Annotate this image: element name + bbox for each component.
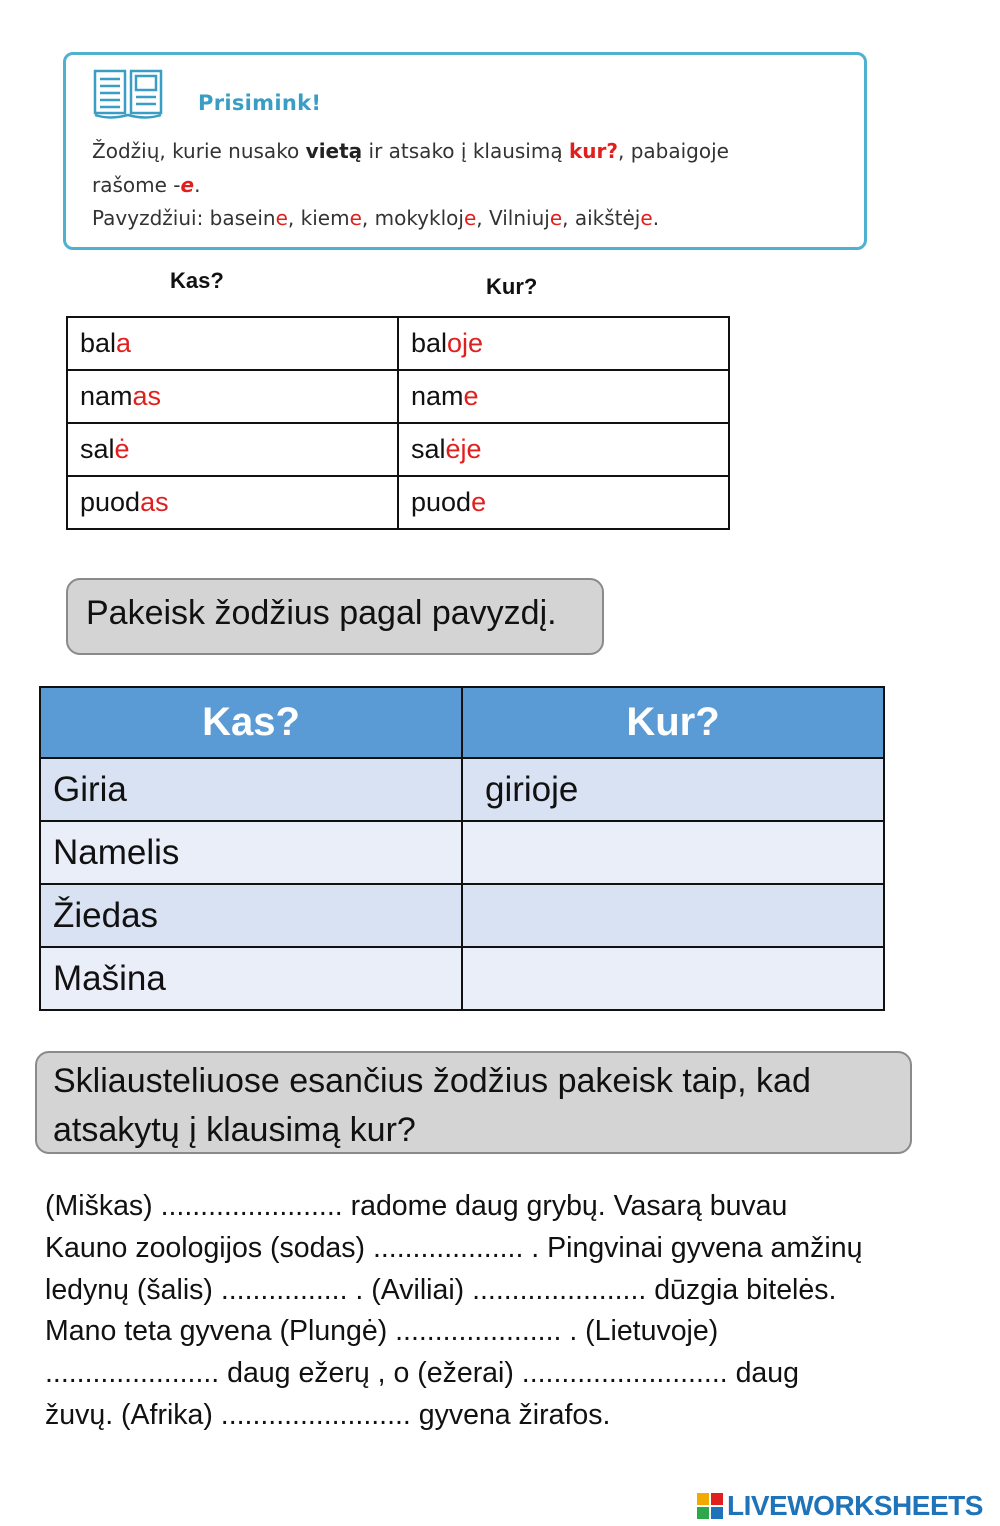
instruction-1-text: Pakeisk žodžius pagal pavyzdį. — [86, 594, 557, 632]
example-kas-cell: puodas — [67, 476, 398, 529]
example-word: aikštėje. — [574, 206, 660, 230]
exercise-row — [40, 884, 884, 947]
exercise-line: ...................... daug ežerų , o (ežerai) .......................... daug — [45, 1357, 799, 1390]
example-kas-cell: namas — [67, 370, 398, 423]
exercise-row — [40, 758, 884, 821]
example-word: mokykloje, — [374, 206, 489, 230]
book-icon — [92, 68, 164, 122]
exercise-line: Mano teta gyvena (Plungė) ..................... . (Lietuvoje) — [45, 1315, 719, 1348]
exercise-paragraph — [45, 1186, 965, 1437]
table2-header-kas: Kas? — [40, 687, 462, 758]
exercise-row — [40, 947, 884, 1010]
table2-header-kur: Kur? — [462, 687, 884, 758]
example-word: Vilniuje, — [488, 206, 575, 230]
example-kur-cell: puode — [398, 476, 729, 529]
rule-line-2: rašome -e. — [92, 173, 201, 197]
remember-box — [63, 52, 867, 250]
kas-cell: Giria — [40, 758, 462, 821]
rule-examples: Pavyzdžiui: baseine, kieme, mokykloje, Vilniuje, aikštėje. — [92, 206, 660, 230]
kas-cell: Namelis — [40, 821, 462, 884]
example-row — [67, 370, 729, 423]
kur-answer-cell[interactable] — [462, 821, 884, 884]
kur-answer-cell[interactable] — [462, 947, 884, 1010]
exercise-row — [40, 821, 884, 884]
example-row — [67, 423, 729, 476]
instruction-2-line-1: Skliausteliuose esančius žodžius pakeisk taip, kad — [53, 1062, 811, 1100]
example-row — [67, 317, 729, 370]
liveworksheets-logo — [697, 1488, 983, 1524]
example-kas-cell: salė — [67, 423, 398, 476]
exercise-table — [39, 686, 885, 1011]
remember-title: Prisimink! — [198, 91, 322, 115]
example-kas-cell: bala — [67, 317, 398, 370]
example-table — [66, 316, 730, 530]
exercise-line: Kauno zoologijos (sodas) ................... . Pingvinai gyvena amžinų — [45, 1231, 863, 1264]
table1-header-kas: Kas? — [170, 268, 224, 293]
example-kur-cell: name — [398, 370, 729, 423]
example-kur-cell: salėje — [398, 423, 729, 476]
exercise-line: (Miškas) ....................... radome daug grybų. Vasarą buvau — [45, 1190, 788, 1222]
kas-cell: Mašina — [40, 947, 462, 1010]
example-word: kieme, — [300, 206, 375, 230]
exercise-line: žuvų. (Afrika) ........................ gyvena žirafos. — [45, 1398, 611, 1431]
instruction-box-2 — [35, 1051, 912, 1154]
example-row — [67, 476, 729, 529]
logo-blocks-icon — [697, 1493, 723, 1519]
instruction-2-line-2: atsakytų į klausimą kur? — [53, 1111, 416, 1149]
kur-answer-cell[interactable] — [462, 884, 884, 947]
table1-header-kur: Kur? — [486, 274, 538, 299]
logo-text: LIVEWORKSHEETS — [727, 1490, 983, 1521]
kas-cell: Žiedas — [40, 884, 462, 947]
instruction-box-1 — [66, 578, 604, 655]
exercise-line: ledynų (šalis) ................ . (Aviliai) ...................... dūzgia bitelės. — [45, 1273, 837, 1306]
examples-list — [210, 206, 659, 230]
example-kur-cell: baloje — [398, 317, 729, 370]
rule-line-1: Žodžių, kurie nusako vietą ir atsako į klausimą kur?, pabaigoje — [92, 139, 729, 163]
example-word: baseine, — [209, 206, 301, 230]
kur-answer-cell[interactable]: girioje — [462, 758, 884, 821]
